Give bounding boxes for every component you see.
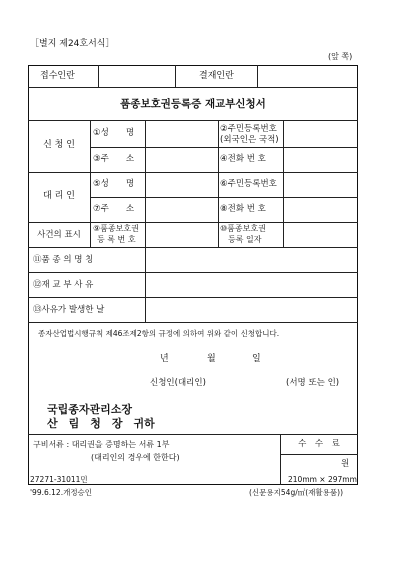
fee-label: 수 수 료 [298,439,340,449]
registration-number-label: ⑨품종보호권 [93,224,139,233]
paper-spec: (신문용지54g/㎡(재활용품)) [249,488,343,497]
applicant-name-label: ①성 명 [93,128,135,138]
case-section-label: 사건의 표시 [37,230,81,240]
form-title: 품종보호권등록증 재교부신청서 [120,98,266,110]
applicant-address-label: ③주 소 [93,154,135,164]
fee-unit: 원 [341,459,350,469]
registration-date-label: ⑩품종보호권 [220,224,266,233]
applicant-phone-field[interactable] [284,148,357,171]
variety-name-label: ⑪품 종 의 명 칭 [33,255,94,265]
approval-date: '99.6.12.개정승인 [30,488,93,497]
cause-date-field[interactable] [146,298,357,321]
agent-id-field[interactable] [284,173,357,196]
receipt-label: 접수인란 [40,71,75,81]
approval-label: 결재인란 [199,71,234,81]
agent-name-field[interactable] [146,173,217,196]
page-side-label: (앞 쪽) [328,52,353,61]
reissue-reason-field[interactable] [146,273,357,296]
applicant-id-field[interactable] [284,121,357,146]
agent-phone-label: ⑧전화 번 호 [220,204,266,214]
form-code: 27271-31011민 [30,475,88,484]
addressee-line-2: 산 림 청 장 귀하 [47,417,155,430]
addressee-line-1: 국립종자관리소장 [47,403,133,416]
date-year: 년 [160,354,169,364]
agent-address-label: ⑦주 소 [93,204,135,214]
agent-name-label: ⑤성 명 [93,179,135,189]
paper-size: 210mm × 297mm [288,475,357,484]
applicant-section-label: 신 청 인 [43,140,75,150]
agent-phone-field[interactable] [284,198,357,221]
applicant-id-label: ②주민등록번호 [220,124,277,134]
applicant-name-field[interactable] [146,121,217,146]
date-day: 일 [252,354,261,364]
reissue-reason-label: ⑫재 교 부 사 유 [33,280,94,290]
agent-section-label: 대 리 인 [43,191,75,201]
required-documents: 구비서류 : 대리권을 증명하는 서류 1부 [33,440,170,449]
applicant-signature-label: 신청인(대리인) [150,378,206,388]
variety-name-field[interactable] [146,248,357,271]
applicant-address-field[interactable] [146,148,217,171]
registration-date-field[interactable] [284,223,357,246]
registration-date-sublabel: 등록 일자 [228,235,262,244]
registration-number-field[interactable] [146,223,217,246]
agent-id-label: ⑥주민등록번호 [220,179,277,189]
date-month: 월 [207,354,216,364]
application-statement: 종자산업법시행규칙 제46조제2항의 규정에 의하여 위와 같이 신청합니다. [38,329,280,338]
applicant-id-sublabel: (외국인은 국적) [220,135,279,145]
agent-address-field[interactable] [146,198,217,221]
applicant-phone-label: ④전화 번 호 [220,154,266,164]
cause-date-label: ⑬사유가 발생한 날 [33,305,105,315]
form-number: ［별지 제24호서식］ [30,39,115,49]
signature-seal-label: (서명 또는 인) [286,378,340,388]
required-documents-note: (대리인의 경우에 한한다) [91,453,180,462]
registration-number-sublabel: 등 록 번 호 [97,235,136,244]
